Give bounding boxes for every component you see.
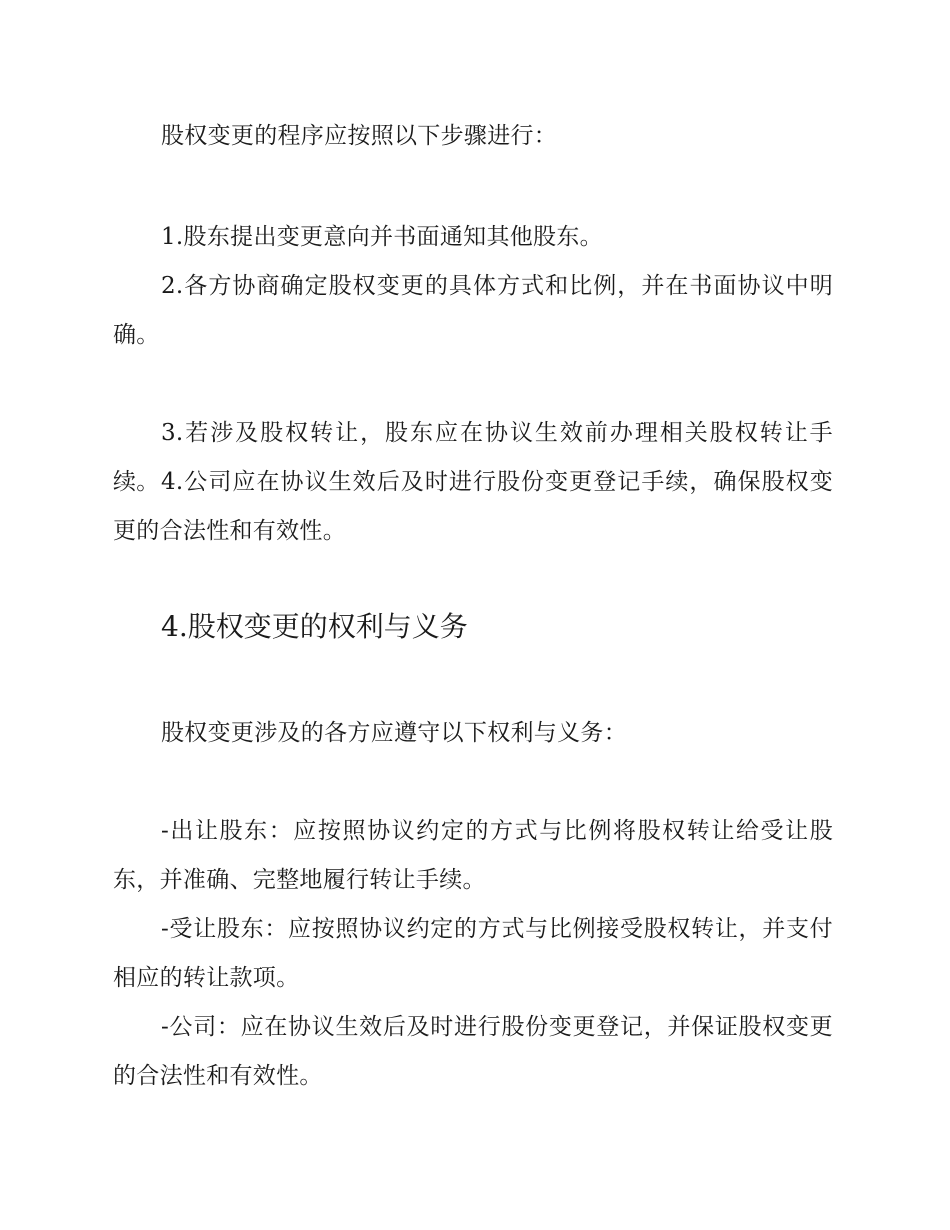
step-item-1: 1.股东提出变更意向并书面通知其他股东。 — [161, 224, 603, 250]
section-heading: 4.股权变更的权利与义务 — [161, 610, 468, 643]
intro-paragraph-duties: 股权变更涉及的各方应遵守以下权利与义务： — [161, 720, 627, 746]
duty-item-transferee: -受让股东：应按照协议约定的方式与比例接受股权转让，并支付相应的转让款项。 — [113, 916, 833, 991]
step-item-3: 3.若涉及股权转让，股东应在协议生效前办理相关股权转让手续。 — [113, 420, 833, 495]
duty-item-company: -公司：应在协议生效后及时进行股份变更登记，并保证股权变更的合法性和有效性。 — [113, 1014, 833, 1089]
intro-paragraph-procedure: 股权变更的程序应按照以下步骤进行： — [161, 123, 558, 149]
duty-item-transferor: -出让股东：应按照协议约定的方式与比例将股权转让给受让股东，并准确、完整地履行转让手续。 — [113, 818, 833, 893]
step-item-2: 2.各方协商确定股权变更的具体方式和比例，并在书面协议中明确。 — [113, 273, 833, 348]
step-item-4: 4.公司应在协议生效后及时进行股份变更登记手续，确保股权变更的合法性和有效性。 — [113, 469, 833, 544]
